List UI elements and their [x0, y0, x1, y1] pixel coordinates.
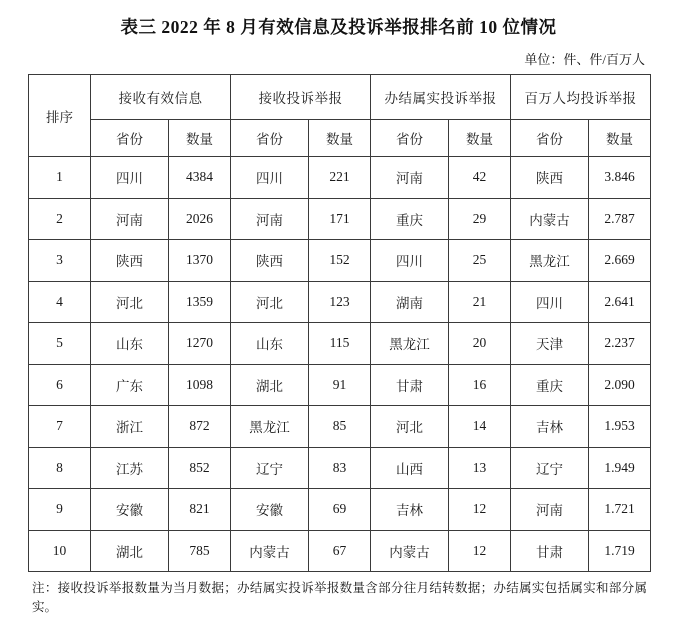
rank-cell: 8 — [29, 447, 91, 489]
rank-cell: 5 — [29, 323, 91, 365]
cell-count: 1270 — [169, 323, 231, 365]
rank-cell: 3 — [29, 240, 91, 282]
cell-province: 吉林 — [511, 406, 589, 448]
cell-province: 辽宁 — [231, 447, 309, 489]
cell-province: 黑龙江 — [231, 406, 309, 448]
cell-count: 2.090 — [589, 364, 651, 406]
cell-province: 山东 — [231, 323, 309, 365]
table-header — [29, 75, 651, 157]
table-header-row-groups — [29, 75, 651, 120]
cell-count: 4384 — [169, 157, 231, 199]
cell-count: 852 — [169, 447, 231, 489]
cell-province: 湖北 — [231, 364, 309, 406]
cell-count: 67 — [309, 530, 371, 572]
cell-province: 重庆 — [511, 364, 589, 406]
table-body — [29, 157, 651, 572]
subheader-province-2: 省份 — [231, 120, 309, 157]
cell-province: 内蒙古 — [511, 198, 589, 240]
cell-count: 1359 — [169, 281, 231, 323]
table-row — [29, 281, 651, 323]
subheader-count-1: 数量 — [169, 120, 231, 157]
cell-province: 四川 — [91, 157, 169, 199]
cell-count: 221 — [309, 157, 371, 199]
column-group-resolved-verified-complaints: 办结属实投诉举报 — [371, 75, 511, 120]
cell-province: 浙江 — [91, 406, 169, 448]
unit-label: 单位：件、件/百万人 — [524, 52, 645, 67]
cell-province: 河南 — [371, 157, 449, 199]
rank-cell: 9 — [29, 489, 91, 531]
rank-cell: 6 — [29, 364, 91, 406]
cell-province: 河北 — [91, 281, 169, 323]
cell-count: 29 — [449, 198, 511, 240]
cell-count: 123 — [309, 281, 371, 323]
table-row — [29, 364, 651, 406]
rank-cell: 10 — [29, 530, 91, 572]
table-row — [29, 157, 651, 199]
rank-cell: 2 — [29, 198, 91, 240]
cell-province: 江苏 — [91, 447, 169, 489]
cell-province: 山西 — [371, 447, 449, 489]
cell-province: 陕西 — [511, 157, 589, 199]
cell-count: 171 — [309, 198, 371, 240]
cell-province: 河南 — [91, 198, 169, 240]
page-title: 表三 2022 年 8 月有效信息及投诉举报排名前 10 位情况 — [120, 17, 557, 37]
cell-count: 1098 — [169, 364, 231, 406]
table-row — [29, 447, 651, 489]
cell-province: 甘肃 — [511, 530, 589, 572]
subheader-count-3: 数量 — [449, 120, 511, 157]
cell-count: 16 — [449, 364, 511, 406]
cell-province: 河北 — [231, 281, 309, 323]
table-header-row-subs — [29, 120, 651, 157]
cell-count: 13 — [449, 447, 511, 489]
rank-cell: 1 — [29, 157, 91, 199]
cell-province: 陕西 — [91, 240, 169, 282]
cell-count: 821 — [169, 489, 231, 531]
cell-count: 3.846 — [589, 157, 651, 199]
cell-province: 辽宁 — [511, 447, 589, 489]
cell-count: 91 — [309, 364, 371, 406]
cell-count: 1.953 — [589, 406, 651, 448]
cell-count: 20 — [449, 323, 511, 365]
cell-province: 河南 — [231, 198, 309, 240]
cell-count: 25 — [449, 240, 511, 282]
cell-province: 河南 — [511, 489, 589, 531]
cell-province: 湖北 — [91, 530, 169, 572]
cell-province: 黑龙江 — [371, 323, 449, 365]
cell-province: 四川 — [511, 281, 589, 323]
table-row — [29, 489, 651, 531]
subheader-count-2: 数量 — [309, 120, 371, 157]
cell-province: 内蒙古 — [231, 530, 309, 572]
column-group-received-valid-info: 接收有效信息 — [91, 75, 231, 120]
cell-province: 四川 — [231, 157, 309, 199]
cell-count: 42 — [449, 157, 511, 199]
cell-count: 2.669 — [589, 240, 651, 282]
cell-count: 2.787 — [589, 198, 651, 240]
cell-count: 2026 — [169, 198, 231, 240]
cell-count: 21 — [449, 281, 511, 323]
cell-province: 黑龙江 — [511, 240, 589, 282]
cell-count: 85 — [309, 406, 371, 448]
cell-province: 甘肃 — [371, 364, 449, 406]
subheader-province-4: 省份 — [511, 120, 589, 157]
ranking-table — [28, 74, 651, 572]
subheader-count-4: 数量 — [589, 120, 651, 157]
cell-count: 69 — [309, 489, 371, 531]
cell-count: 2.237 — [589, 323, 651, 365]
cell-count: 152 — [309, 240, 371, 282]
cell-province: 吉林 — [371, 489, 449, 531]
cell-count: 872 — [169, 406, 231, 448]
cell-province: 山东 — [91, 323, 169, 365]
cell-count: 83 — [309, 447, 371, 489]
cell-count: 14 — [449, 406, 511, 448]
table-note: 注：接收投诉举报数量为当月数据；办结属实投诉举报数量含部分往月结转数据；办结属实包括属实和部分属实。 — [32, 581, 647, 614]
table-row — [29, 240, 651, 282]
cell-province: 安徽 — [231, 489, 309, 531]
cell-province: 湖南 — [371, 281, 449, 323]
cell-province: 天津 — [511, 323, 589, 365]
table-row — [29, 323, 651, 365]
column-group-complaints-per-million: 百万人均投诉举报 — [511, 75, 651, 120]
cell-count: 12 — [449, 530, 511, 572]
cell-province: 河北 — [371, 406, 449, 448]
cell-count: 2.641 — [589, 281, 651, 323]
rank-cell: 4 — [29, 281, 91, 323]
cell-count: 1.719 — [589, 530, 651, 572]
cell-count: 115 — [309, 323, 371, 365]
column-header-rank: 排序 — [29, 75, 91, 157]
cell-count: 12 — [449, 489, 511, 531]
subheader-province-3: 省份 — [371, 120, 449, 157]
cell-province: 安徽 — [91, 489, 169, 531]
subheader-province-1: 省份 — [91, 120, 169, 157]
table-row — [29, 530, 651, 572]
cell-province: 内蒙古 — [371, 530, 449, 572]
table-row — [29, 406, 651, 448]
cell-province: 四川 — [371, 240, 449, 282]
cell-count: 1.949 — [589, 447, 651, 489]
rank-cell: 7 — [29, 406, 91, 448]
cell-count: 1370 — [169, 240, 231, 282]
cell-province: 陕西 — [231, 240, 309, 282]
cell-count: 785 — [169, 530, 231, 572]
cell-count: 1.721 — [589, 489, 651, 531]
cell-province: 广东 — [91, 364, 169, 406]
column-group-received-complaints: 接收投诉举报 — [231, 75, 371, 120]
table-row — [29, 198, 651, 240]
cell-province: 重庆 — [371, 198, 449, 240]
